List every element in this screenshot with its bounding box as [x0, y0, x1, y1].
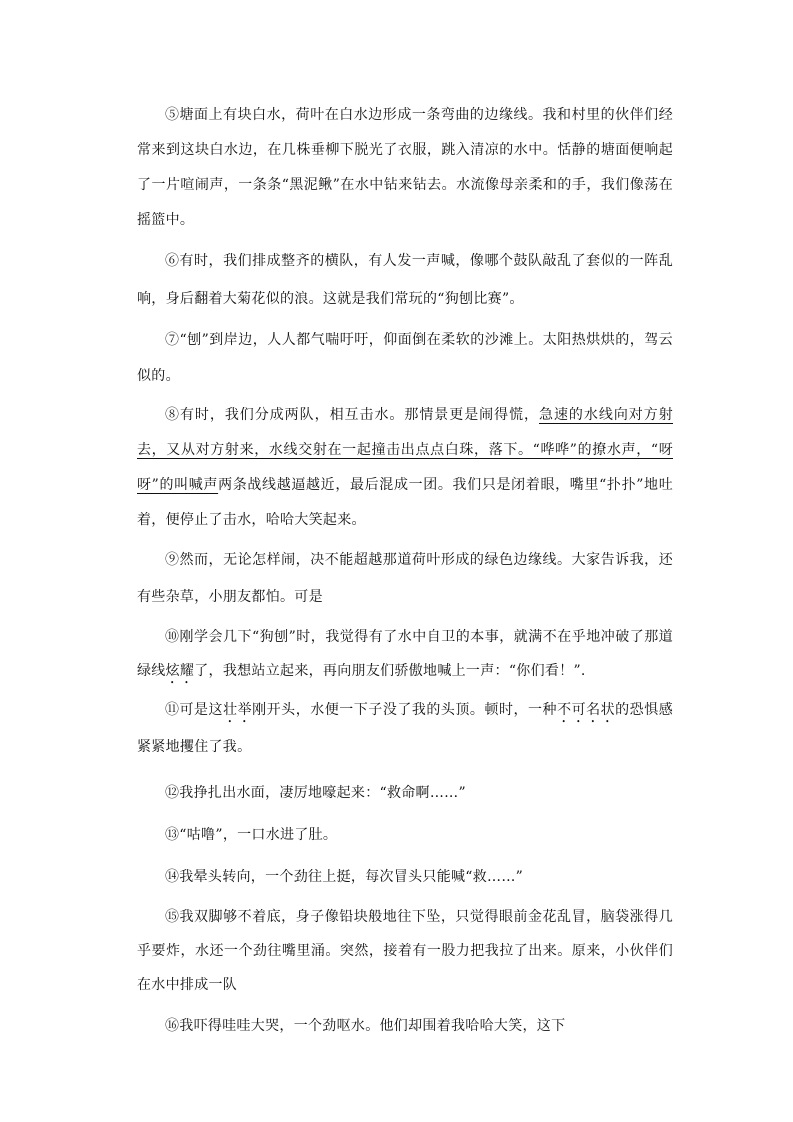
document-page	[137, 98, 673, 1044]
paragraph-11-text-middle: 刚开头，水便一下子没了我的头顶。顿时，一种	[252, 702, 558, 718]
emphasized-word: 炫耀	[165, 663, 195, 679]
paragraph-10-text-after: 了，我想站立起来，再向朋友们骄傲地喊上一声：“你们看！”.	[194, 663, 586, 679]
paragraph-8-text-after: 两条战线越逼越近，最后混成一团。我们只是闭着眼，嘴里“扑扑”地吐着，便停止了击水，哈哈大笑起来。	[137, 477, 673, 528]
paragraph-13: ⑬“咕噜”，一口水进了肚。	[165, 827, 338, 843]
paragraph-10	[137, 620, 673, 688]
paragraph-14: ⑭我晕头转向，一个劲往上挺，每次冒头只能喊“救……”	[165, 869, 524, 885]
paragraph-11	[137, 692, 673, 766]
paragraph-12: ⑫我挣扎出水面，凄厉地嚎起来：“救命啊……”	[165, 785, 466, 801]
paragraph-15: ⑮我双脚够不着底，身子像铅块般地往下坠，只觉得眼前金花乱冒，脑袋涨得几乎要炸，水还一个劲往嘴里涌。突然，接着有一股力把我拉了出来。原来，小伙伴们在水中排成一队	[137, 909, 673, 993]
paragraph-16: ⑯我吓得哇哇大哭，一个劲呕水。他们却围着我哈哈大笑，这下	[165, 1018, 566, 1034]
paragraph-5: ⑤塘面上有块白水，荷叶在白水边形成一条弯曲的边缘线。我和村里的伙伴们经常来到这块白水边，在几株垂柳下脱光了衣服，跳入清凉的水中。恬静的塘面便响起了一片喧闹声，一条条“黑泥鳅”在水中钻来钻去。水流像母亲柔和的手，我们像荡在摇篮中。	[137, 107, 673, 228]
emphasized-word: 壮举	[223, 702, 253, 718]
paragraph-7: ⑦“刨”到岸边，人人都气喘吁吁，仰面倒在柔软的沙滩上。太阳热烘烘的，驾云似的。	[137, 332, 673, 384]
emphasized-word: 不可名状	[557, 702, 616, 718]
paragraph-8-text-before: ⑧有时，我们分成两队，相互击水。那情景更是闹得慌，	[165, 407, 540, 423]
paragraph-11-text-before: ⑪可是这	[165, 702, 224, 718]
paragraph-9: ⑨然而，无论怎样闹，决不能超越那道荷叶形成的绿色边缘线。大家告诉我，还有些杂草，小朋友都怕。可是	[137, 552, 673, 605]
paragraph-8	[137, 398, 673, 538]
paragraph-6: ⑥有时，我们排成整齐的横队，有人发一声喊，像哪个鼓队敲乱了套似的一阵乱响，身后翻着大菊花似的浪。这就是我们常玩的“狗刨比赛”。	[137, 253, 673, 307]
paragraph-11-text-after: 的恐惧感紧紧地攫住了我。	[137, 702, 674, 755]
underlined-passage: 急速的水线向对方射去，又从对方射来，水线交射在一起撞击出点点白珠，落下。“哗哗”的撩水声，“呀呀”的叫喊声	[137, 407, 673, 493]
paragraph-10-text-before: ⑩刚学会几下“狗刨”时，我觉得有了水中自卫的本事，就满不在乎地冲破了那道绿线	[137, 629, 673, 679]
